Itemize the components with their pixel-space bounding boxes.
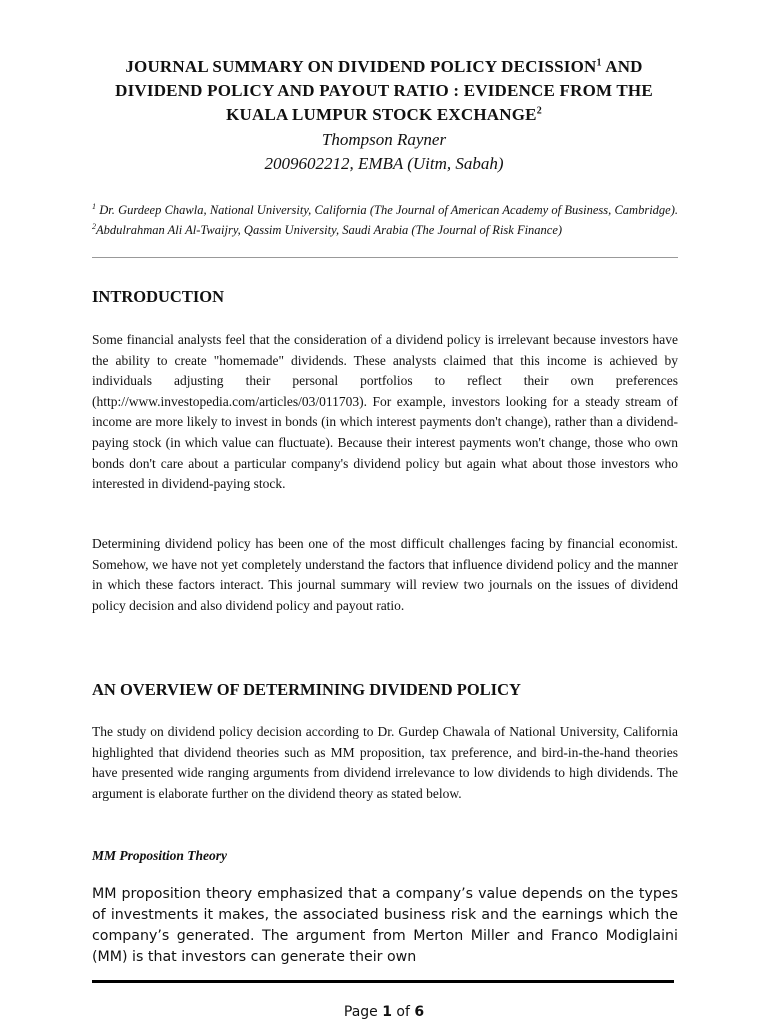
title-footnote-ref-1: 1: [596, 57, 602, 69]
author-id: 2009602212, EMBA (Uitm, Sabah): [264, 154, 504, 173]
author-name: Thompson Rayner: [321, 130, 447, 149]
title-line-3: KUALA LUMPUR STOCK EXCHANGE: [226, 105, 537, 124]
page-total: 6: [414, 1004, 425, 1020]
overview-paragraph: The study on dividend policy decision according to Dr. Gurdep Chawala of National University, California highlighted that dividend theories such as MM proposition, tax preference, and bird-in-the-hand theories have presented wide ranging arguments from dividend irrelevance to low dividends to high dividends. The argument is elaborate further on the dividend theory as stated below.: [92, 724, 678, 801]
title-line-2: DIVIDEND POLICY AND PAYOUT RATIO : EVIDENCE FROM THE: [115, 81, 653, 100]
footnote-divider: [92, 257, 678, 258]
document-title: [80, 55, 688, 127]
overview-heading: AN OVERVIEW OF DETERMINING DIVIDEND POLICY: [92, 680, 521, 699]
mm-proposition-heading: MM Proposition Theory: [92, 848, 228, 863]
footnote-text-1: Dr. Gurdeep Chawla, National University, California (The Journal of American Academy of Business, Cambridge).: [96, 203, 678, 217]
introduction-paragraph-2: Determining dividend policy has been one of the most difficult challenges facing by financial economist. Somehow, we have not yet completely understand the factors that influence dividend policy and the manner in which these factors interact. This journal summary will review two journals on the issues of dividend policy decision and also dividend policy and payout ratio.: [92, 536, 678, 613]
footnote-text-2: Abdulrahman Ali Al-Twaijry, Qassim University, Saudi Arabia (The Journal of Risk Finance): [96, 223, 563, 237]
page-number: [0, 1002, 768, 1022]
mm-proposition-paragraph: MM proposition theory emphasized that a company’s value depends on the types of investments it makes, the associated business risk and the earnings which the company’s generated. The argument from Merton Miller and Franco Modiglaini (MM) is that investors can generate their own: [92, 886, 678, 965]
footnote-marker-2: 2: [92, 221, 96, 231]
title-footnote-ref-2: 2: [536, 105, 542, 117]
title-line-1-end: AND: [601, 57, 643, 76]
page-of: of: [391, 1004, 415, 1020]
page-label: Page: [343, 1004, 383, 1020]
footer-divider: [92, 980, 674, 983]
footnote: [92, 200, 678, 240]
title-line-1: JOURNAL SUMMARY ON DIVIDEND POLICY DECISSION: [125, 57, 597, 76]
introduction-heading: INTRODUCTION: [92, 287, 225, 306]
introduction-paragraph-1: Some financial analysts feel that the consideration of a dividend policy is irrelevant because investors have the ability to create "homemade" dividends. These analysts claimed that this income is achieved by individuals adjusting their personal portfolios to reflect their own preferences (http://www.investopedia.com/articles/03/011703). For example, investors looking for a steady stream of income are more likely to invest in bonds (in which interest payments don't change), rather than a dividend-paying stock (in which value can fluctuate). Because their interest payments won't change, those who own bonds don't care about a particular company's dividend policy but again what about those investors who interested in dividend-paying stock.: [92, 332, 678, 492]
page-current: 1: [382, 1004, 392, 1020]
footnote-marker-1: 1: [92, 201, 96, 211]
